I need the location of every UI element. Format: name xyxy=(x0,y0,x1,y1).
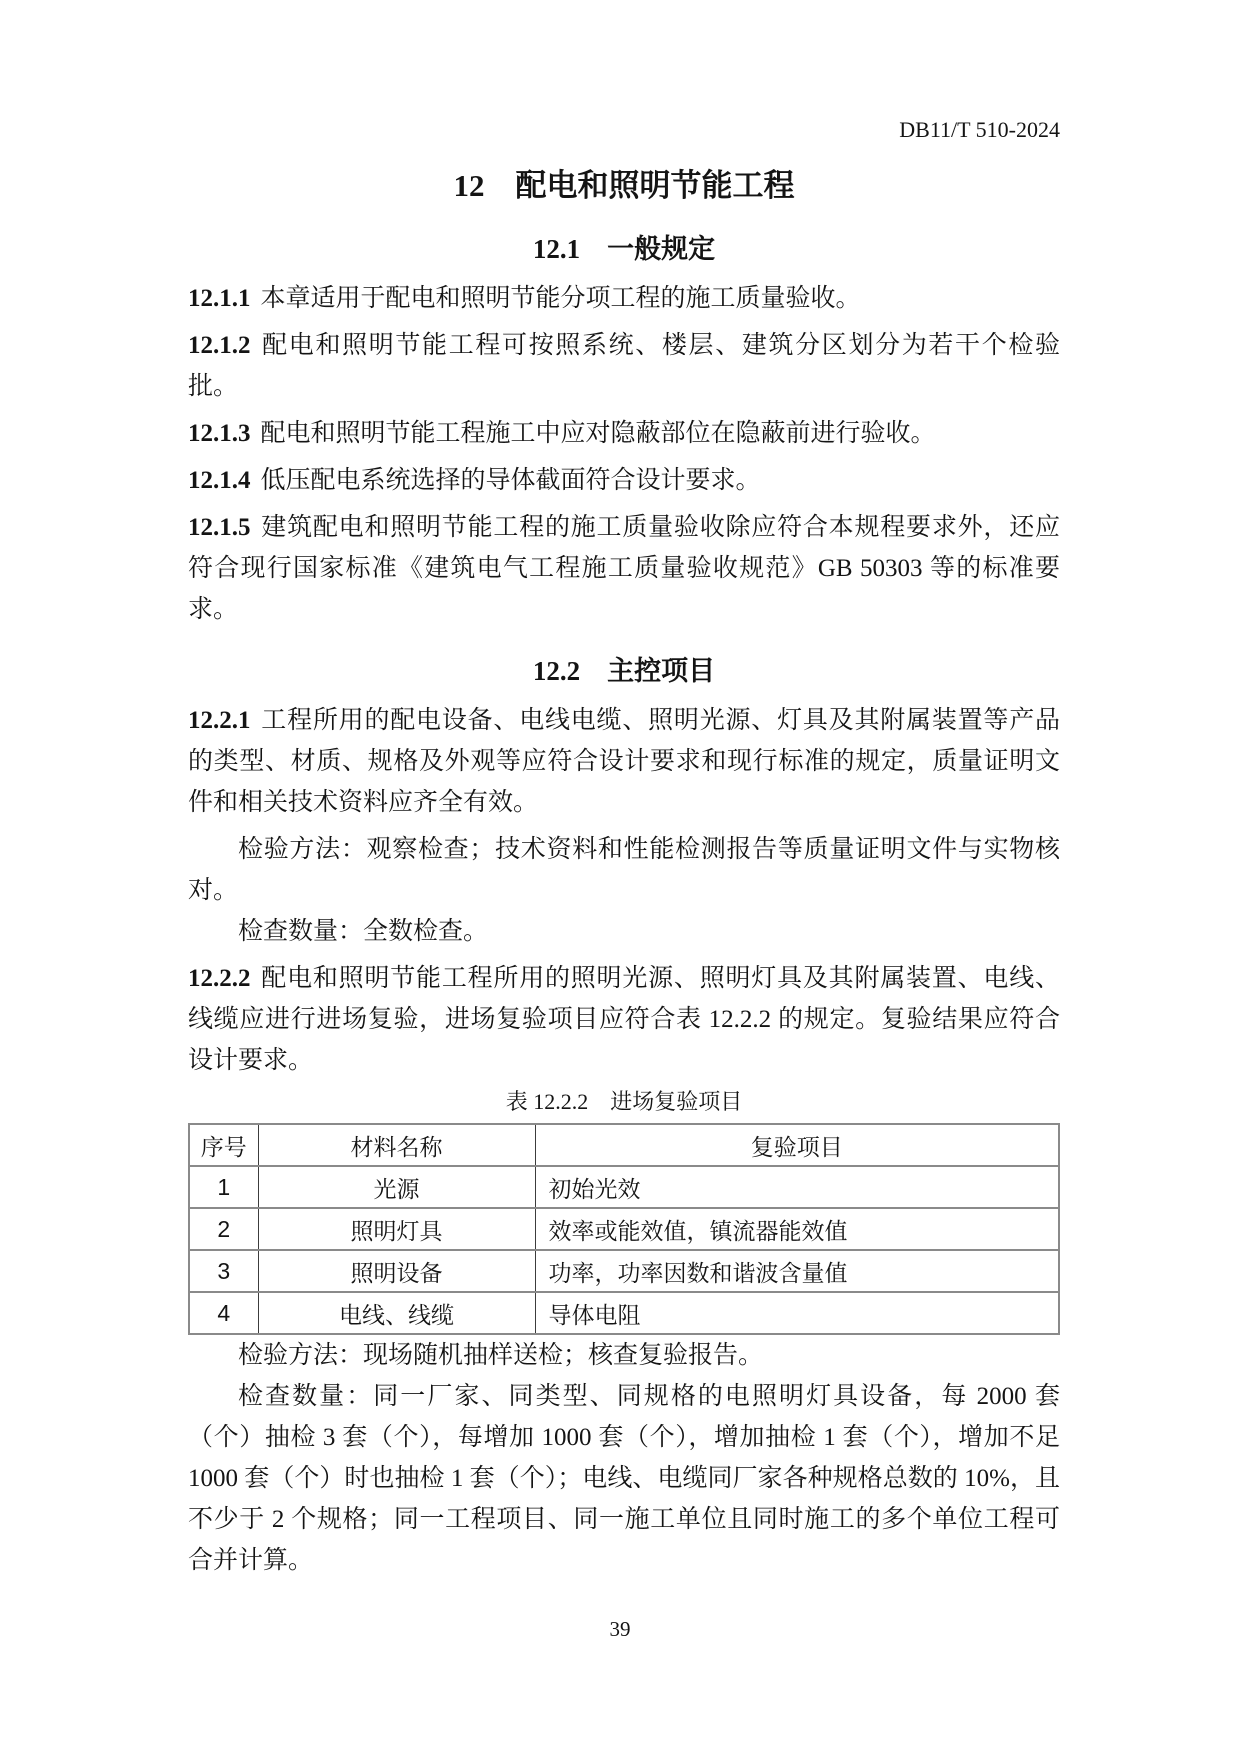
clause-number: 12.1.4 xyxy=(188,467,251,494)
table-header-row xyxy=(189,1124,1059,1166)
table-cell-material: 照明灯具 xyxy=(258,1208,535,1250)
table-cell-material: 电线、线缆 xyxy=(258,1292,535,1334)
clause-number: 12.1.1 xyxy=(188,285,251,312)
table-row xyxy=(189,1250,1059,1292)
table-header-index: 序号 xyxy=(189,1124,258,1166)
clause-12-1-2 xyxy=(188,325,1060,407)
table-cell-index: 3 xyxy=(189,1250,258,1292)
clause-12-1-1 xyxy=(188,278,1060,319)
section-title-12-2: 12.2 主控项目 xyxy=(532,656,716,686)
clause-text: 建筑配电和照明节能工程的施工质量验收除应符合本规程要求外，还应符合现行国家标准《建筑电气工程施工质量验收规范》GB 50303 等的标准要求。 xyxy=(188,514,1060,623)
clause-text: 配电和照明节能工程所用的照明光源、照明灯具及其附属装置、电线、线缆应进行进场复验，进场复验项目应符合表 12.2.2 的规定。复验结果应符合设计要求。 xyxy=(188,965,1060,1074)
table-caption: 表 12.2.2 进场复验项目 xyxy=(505,1089,743,1114)
table-cell-index: 2 xyxy=(189,1208,258,1250)
table-cell-index: 4 xyxy=(189,1292,258,1334)
clause-number: 12.1.3 xyxy=(188,420,251,447)
clause-12-2-2 xyxy=(188,958,1060,1081)
clause-text: 低压配电系统选择的导体截面符合设计要求。 xyxy=(260,467,761,494)
table-header-material: 材料名称 xyxy=(258,1124,535,1166)
table-cell-reinspection-item: 功率，功率因数和谐波含量值 xyxy=(535,1250,1059,1292)
clause-12-1-3 xyxy=(188,413,1060,454)
reinspection-items-table xyxy=(188,1123,1060,1335)
table-row xyxy=(189,1166,1059,1208)
inspection-quantity-12-2-2: 检查数量：同一厂家、同类型、同规格的电照明灯具设备，每 2000 套（个）抽检 3 套（个），每增加 1000 套（个），增加抽检 1 套（个），增加不足 1000 套（个）时也抽检 1 套（个）；电线、电缆同厂家各种规格总数的 10%，且不少于 2 个规格；同一工程项目、同一施工单位且同时施工的多个单位工程可合并计算。 xyxy=(188,1383,1060,1574)
clause-text: 配电和照明节能工程施工中应对隐蔽部位在隐蔽前进行验收。 xyxy=(260,420,936,447)
clause-text: 本章适用于配电和照明节能分项工程的施工质量验收。 xyxy=(260,285,861,312)
clause-number: 12.2.2 xyxy=(188,965,251,992)
table-cell-material: 光源 xyxy=(258,1166,535,1208)
standard-code: DB11/T 510-2024 xyxy=(899,117,1060,142)
clause-text: 工程所用的配电设备、电线电缆、照明光源、灯具及其附属装置等产品的类型、材质、规格及外观等应符合设计要求和现行标准的规定，质量证明文件和相关技术资料应齐全有效。 xyxy=(188,707,1060,816)
clause-number: 12.1.5 xyxy=(188,514,251,541)
table-cell-reinspection-item: 导体电阻 xyxy=(535,1292,1059,1334)
table-header-reinspection-item: 复验项目 xyxy=(535,1124,1059,1166)
clause-text: 配电和照明节能工程可按照系统、楼层、建筑分区划分为若干个检验批。 xyxy=(188,332,1060,400)
section-title-12-1: 12.1 一般规定 xyxy=(532,234,716,264)
table-row xyxy=(189,1208,1059,1250)
table-cell-material: 照明设备 xyxy=(258,1250,535,1292)
table-cell-reinspection-item: 效率或能效值，镇流器能效值 xyxy=(535,1208,1059,1250)
clause-12-1-5 xyxy=(188,507,1060,630)
clause-12-2-1 xyxy=(188,700,1060,823)
clause-12-1-4 xyxy=(188,460,1060,501)
inspection-method-12-2-1: 检验方法：观察检查；技术资料和性能检测报告等质量证明文件与实物核对。 xyxy=(188,836,1060,904)
chapter-title: 12 配电和照明节能工程 xyxy=(453,168,795,203)
inspection-quantity-12-2-1: 检查数量：全数检查。 xyxy=(238,918,489,945)
clause-number: 12.1.2 xyxy=(188,332,251,359)
clause-number: 12.2.1 xyxy=(188,707,251,734)
table-cell-index: 1 xyxy=(189,1166,258,1208)
inspection-method-12-2-2: 检验方法：现场随机抽样送检；核查复验报告。 xyxy=(238,1342,764,1369)
page-number: 39 xyxy=(609,1617,631,1641)
table-cell-reinspection-item: 初始光效 xyxy=(535,1166,1059,1208)
table-row xyxy=(189,1292,1059,1334)
